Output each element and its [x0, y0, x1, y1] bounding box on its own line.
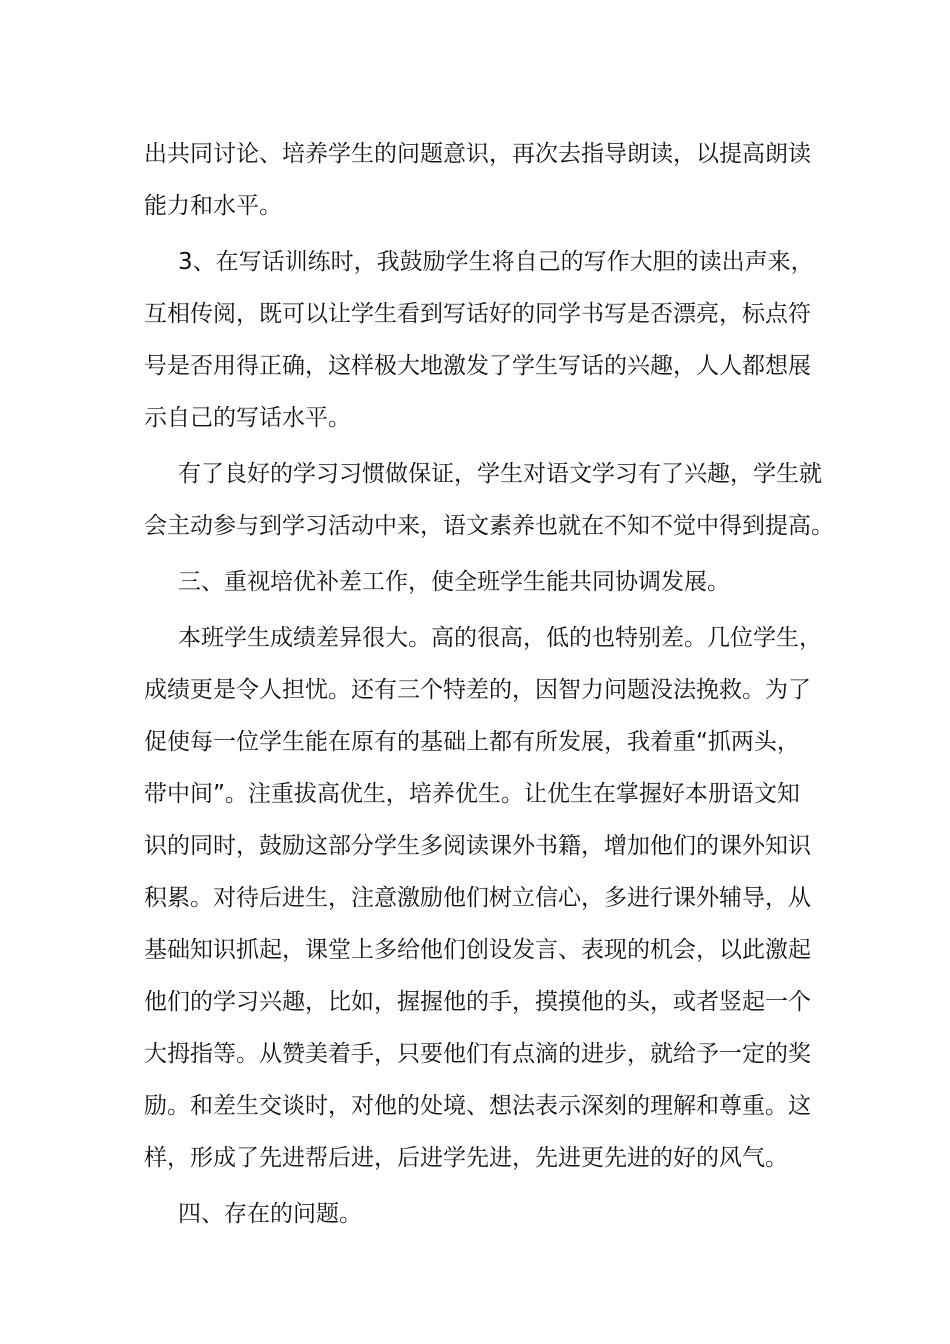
paragraph-3 — [144, 448, 834, 552]
text-line: 出共同讨论、培养学生的问题意识，再次去指导朗读，以提高朗读 — [144, 141, 811, 167]
heading-line: 四、存在的问题。 — [178, 1201, 362, 1227]
text-line: 带中间”。注重拔高优生，培养优生。让优生在掌握好本册语文知 — [144, 781, 800, 807]
text-line: 促使每一位学生能在原有的基础上都有所发展，我着重“抓两头， — [144, 729, 800, 755]
document-body — [144, 128, 834, 1240]
text-line: 有了良好的学习习惯做保证，学生对语文学习有了兴趣，学生就 — [178, 461, 822, 487]
text-line: 能力和水平。 — [144, 193, 282, 219]
section-heading-3 — [144, 556, 804, 608]
text-line: 3、在写话训练时，我鼓励学生将自己的写作大胆的读出声来， — [178, 249, 814, 275]
text-line: 互相传阅，既可以让学生看到写话好的同学书写是否漂亮，标点符 — [144, 301, 811, 327]
text-line: 成绩更是令人担忧。还有三个特差的，因智力问题没法挽救。为了 — [144, 677, 811, 703]
text-line: 会主动参与到学习活动中来，语文素养也就在不知不觉中得到提高。 — [144, 513, 834, 539]
text-line: 本班学生成绩差异很大。高的很高，低的也特别差。几位学生， — [178, 625, 822, 651]
paragraph-1 — [144, 128, 811, 232]
text-line: 励。和差生交谈时，对他的处境、想法表示深刻的理解和尊重。这 — [144, 1093, 811, 1119]
paragraph-2 — [144, 236, 814, 444]
section-heading-4 — [144, 1188, 804, 1240]
text-line: 样，形成了先进帮后进，后进学先进，先进更先进的好的风气。 — [144, 1145, 788, 1171]
text-line: 号是否用得正确，这样极大地激发了学生写话的兴趣，人人都想展 — [144, 353, 811, 379]
text-line: 基础知识抓起，课堂上多给他们创设发言、表现的机会，以此激起 — [144, 937, 811, 963]
paragraph-5 — [144, 612, 822, 1184]
text-line: 识的同时，鼓励这部分学生多阅读课外书籍，增加他们的课外知识 — [144, 833, 811, 859]
heading-line: 三、重视培优补差工作，使全班学生能共同协调发展。 — [178, 569, 730, 595]
text-line: 他们的学习兴趣，比如，握握他的手，摸摸他的头，或者竖起一个 — [144, 989, 811, 1015]
text-line: 积累。对待后进生，注意激励他们树立信心，多进行课外辅导，从 — [144, 885, 811, 911]
text-line: 示自己的写话水平。 — [144, 405, 351, 431]
text-line: 大拇指等。从赞美着手，只要他们有点滴的进步，就给予一定的奖 — [144, 1041, 811, 1067]
